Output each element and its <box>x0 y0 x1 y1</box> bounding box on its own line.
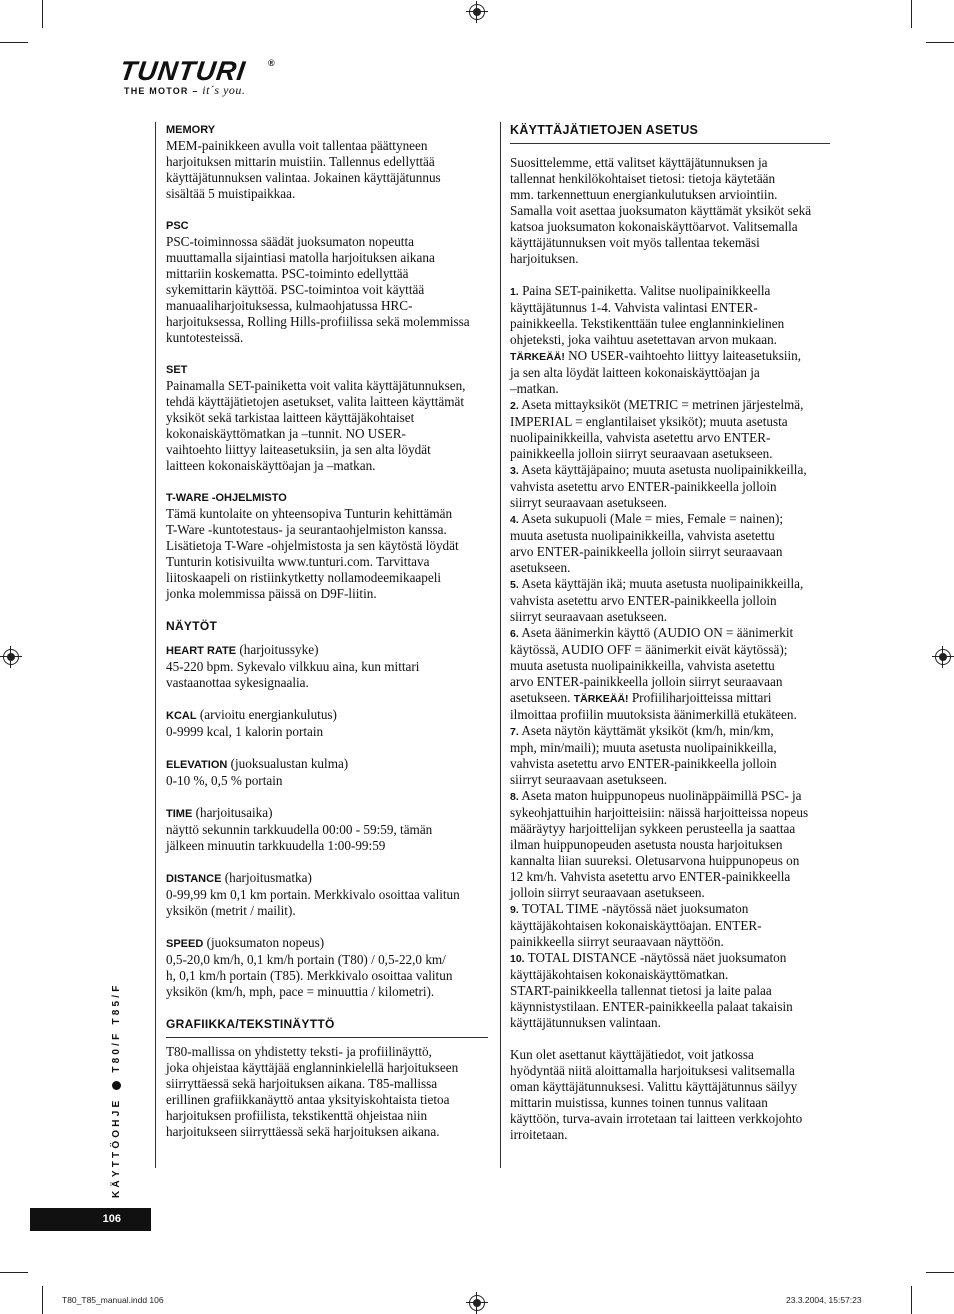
bullet-dot-icon <box>112 1081 121 1090</box>
crop-mark <box>42 1286 43 1314</box>
crop-mark <box>911 1286 912 1314</box>
crop-mark <box>926 1272 954 1273</box>
brand-logo: TUNTURI <box>117 56 248 86</box>
distance-item: DISTANCE (harjoitusmatka) 0-99,99 km 0,1 km portain. Merkkivalo osoittaa valitun yksikön (metrit / mailit). <box>166 870 460 918</box>
important-label: TÄRKEÄÄ! <box>510 351 565 363</box>
left-column <box>166 122 488 1140</box>
grafiikka-heading: GRAFIIKKA/TEKSTINÄYTTÖ <box>166 1016 488 1038</box>
memory-text: MEM-painikkeen avulla voit tallentaa päättyneen harjoituksen mittarin muistiin. Tallennus edellyttää käyttäjätunnuksen valintaa. Jokainen käyttäjätunnus sisältää 5 muistipaikkaa. <box>166 138 441 201</box>
registration-mark-icon <box>3 649 19 665</box>
step-2: 2. Aseta mittayksiköt (METRIC = metrinen järjestelmä, IMPERIAL = englantilaiset yksiköt); muuta asetusta nuolipainikkeilla, vahvista asetettu arvo ENTER- painikkeella jolloin siirryt seuraavaan asetukseen. <box>510 397 804 461</box>
naytot-heading: NÄYTÖT <box>166 619 218 633</box>
model-label: T80/F T85/F <box>111 982 122 1073</box>
tware-heading: T-WARE -OHJELMISTO <box>166 492 287 504</box>
step-6: 6. Aseta äänimerkin käyttö (AUDIO ON = äänimerkit käytössä, AUDIO OFF = äänimerkit eivät käytössä); muuta asetusta nuolipainikkeilla, vahvista asetettu arvo ENTER-painikkeella jolloin siirryt seuraavaan asetukseen. TÄRKEÄÄ! Profiiliharjoitteissa mittari ilmoittaa profiilin muutoksista äänimerkillä etukäteen. <box>510 625 797 722</box>
brand-tagline: THE MOTOR – it´s you. <box>124 83 246 97</box>
crop-mark <box>926 42 954 43</box>
psc-heading: PSC <box>166 220 189 232</box>
crop-mark <box>0 1272 28 1273</box>
memory-heading: MEMORY <box>166 124 216 136</box>
side-label <box>106 968 126 1198</box>
page-number: 106 <box>30 1208 151 1231</box>
tware-text: Tämä kuntolaite on yhteensopiva Tunturin kehittämän T-Ware -kuntotestaus- ja seurantaohjelmiston kanssa. Lisätietoja T-Ware -ohjelmistosta ja sen käytöstä löydät Tunturin kotisivuilta www.tunturi.com. Tarvittava liitoskaapeli on ristiinkytketty nollamodeemikaapeli jonka molemmissa päissä on D9F-liitin. <box>166 506 459 601</box>
grafiikka-text: T80-mallissa on yhdistetty teksti- ja profiilinäyttö, joka ohjeistaa käyttäjää englanninkielellä harjoitukseen siirryttäessä sekä harjoituksen aikana. T85-mallissa erillinen grafiikkanäyttö antaa yksityiskohtaista tietoa harjoituksen profiilista, tekstikenttä ohjeistaa niin harjoitukseen siirryttäessä sekä harjoituksen aikana. <box>166 1044 459 1139</box>
set-text: Painamalla SET-painiketta voit valita käyttäjätunnuksen, tehdä käyttäjätietojen asetukset, valita laitteen käyttämät yksiköt sekä tarkistaa laitteen käyttäjäkohtaiset kokonaiskäyttömatkan ja –tunnit. NO USER- vaihtoehto liittyy laiteasetuksiin, ja sen alta löydät laitteen kokonaiskäyttöajan ja –matkan. <box>166 378 466 473</box>
elevation-item: ELEVATION (juoksualustan kulma) 0-10 %, 0,5 % portain <box>166 756 349 788</box>
step-4: 4. Aseta sukupuoli (Male = mies, Female = nainen); muuta asetusta nuolipainikkeilla, vahvista asetettu arvo ENTER-painikkeella jolloin siirryt seuraavaan asetukseen. <box>510 511 784 575</box>
footer-filename: T80_T85_manual.indd 106 <box>62 1295 164 1305</box>
speed-item: SPEED (juoksumaton nopeus) 0,5-20,0 km/h, 0,1 km/h portain (T80) / 0,5-22,0 km/ h, 0,1 km/h portain (T85). Merkkivalo osoittaa valitun yksikön (km/h, mph, pace = minuuttia / kilometri). <box>166 935 453 999</box>
step-1: 1. Paina SET-painiketta. Valitse nuolipainikkeella käyttäjätunnus 1-4. Vahvista valintasi ENTER- painikkeella. Tekstikenttään tulee englanninkielinen ohjeteksti, joka vaihtuu asetettavan arvon mukaan. TÄRKEÄÄ! NO USER-vaihtoehto liittyy laiteasetuksiin, ja sen alta löydät laitteen kokonaiskäyttöajan ja –matkan. <box>510 283 802 396</box>
step-8: 8. Aseta maton huippunopeus nuolinäppäimillä PSC- ja sykeohjattuihin harjoitteisiin: näissä harjoitteissa nopeus määräytyy harjoittelijan sykkeen perusteella ja saattaa ilman huippunopeuden asetusta nousta harjoituksen kannalta liian suureksi. Oletusarvona huippunopeus on 12 km/h. Vahvista asetettu arvo ENTER-painikkeella jolloin siirryt seuraavaan asetukseen. <box>510 788 809 900</box>
crop-mark <box>911 0 912 28</box>
kcal-item: KCAL (arvioitu energiankulutus) 0-9999 kcal, 1 kalorin portain <box>166 707 337 739</box>
important-label: TÄRKEÄÄ! <box>573 693 629 705</box>
step-9: 9. TOTAL TIME -näytössä näet juoksumaton käyttäjäkohtaisen kokonaiskäyttöajan. ENTER- painikkeella siirryt seuraavaan näyttöön. <box>510 901 762 949</box>
outro-text: Kun olet asettanut käyttäjätiedot, voit jatkossa hyödyntää niitä aloittamalla harjoituksesi valitsemalla oman käyttäjätunnuksesi. Valittu käyttäjätunnus säilyy mittarin muistissa, kunnes toinen tunnus valitaan käyttöön, turva-avain irrotetaan tai laitteen verkkojohto irroitetaan. <box>510 1047 803 1142</box>
crop-mark <box>42 0 43 28</box>
registered-mark: ® <box>268 58 275 68</box>
registration-mark-icon <box>469 1295 485 1311</box>
psc-text: PSC-toiminnossa säädät juoksumaton nopeutta muuttamalla sijaintiasi matolla harjoituksen aikana mittariin koskematta. PSC-toiminto edellyttää sykemittarin käyttöä. PSC-toimintoa voit käyttää manuaaliharjoituksessa, kulmaohjatussa HRC- harjoituksessa, Rolling Hills-profiilissa sekä molemmissa kuntotesteissä. <box>166 234 470 345</box>
step-10: 10. TOTAL DISTANCE -näytössä näet juoksumaton käyttäjäkohtaisen kokonaiskäyttömatkan. START-painikkeella tallennat tietosi ja laite palaa käynnistystilaan. ENTER-painikkeella palaat takaisin käyttäjätunnuksen valintaan. <box>510 950 793 1030</box>
step-3: 3. Aseta käyttäjäpaino; muuta asetusta nuolipainikkeilla, vahvista asetettu arvo ENTER-painikkeella jolloin siirryt seuraavaan asetukseen. <box>510 462 807 510</box>
user-settings-heading: KÄYTTÄJÄTIETOJEN ASETUS <box>510 122 830 144</box>
column-rule-left <box>155 122 156 1168</box>
column-rule-middle <box>500 122 501 1168</box>
time-item: TIME (harjoitusaika) näyttö sekunnin tarkkuudella 00:00 - 59:59, tämän jälkeen minuutin tarkkuudella 1:00-99:59 <box>166 805 433 853</box>
heart-rate-item: HEART RATE (harjoitussyke) 45-220 bpm. Sykevalo vilkkuu aina, kun mittari vastaanottaa sykesignaalia. <box>166 642 420 690</box>
step-5: 5. Aseta käyttäjän ikä; muuta asetusta nuolipainikkeilla, vahvista asetettu arvo ENTER-painikkeella jolloin siirryt seuraavaan asetukseen. <box>510 576 804 624</box>
crop-mark <box>0 42 28 43</box>
manual-label: KÄYTTÖOHJE <box>111 1097 122 1198</box>
set-heading: SET <box>166 364 188 376</box>
intro-text: Suosittelemme, että valitset käyttäjätunnuksen ja tallennat henkilökohtaiset tietosi: tietoja käytetään mm. tarkennettuun energiankulutuksen arviointiin. Samalla voit asettaa juoksumaton käyttämät yksiköt sekä katsoa juoksumaton kokonaiskäyttöarvot. Valitsemalla käyttäjätunnuksen voit myös tallentaa tekemäsi harjoituksen. <box>510 155 812 266</box>
right-column <box>510 122 830 1143</box>
step-7: 7. Aseta näytön käyttämät yksiköt (km/h, min/km, mph, min/maili); muuta asetusta nuolipainikkeilla, vahvista asetettu arvo ENTER-painikkeella jolloin siirryt seuraavaan asetukseen. <box>510 723 777 787</box>
registration-mark-icon <box>469 4 485 20</box>
registration-mark-icon <box>935 649 951 665</box>
footer-date: 23.3.2004, 15:57:23 <box>786 1295 862 1305</box>
